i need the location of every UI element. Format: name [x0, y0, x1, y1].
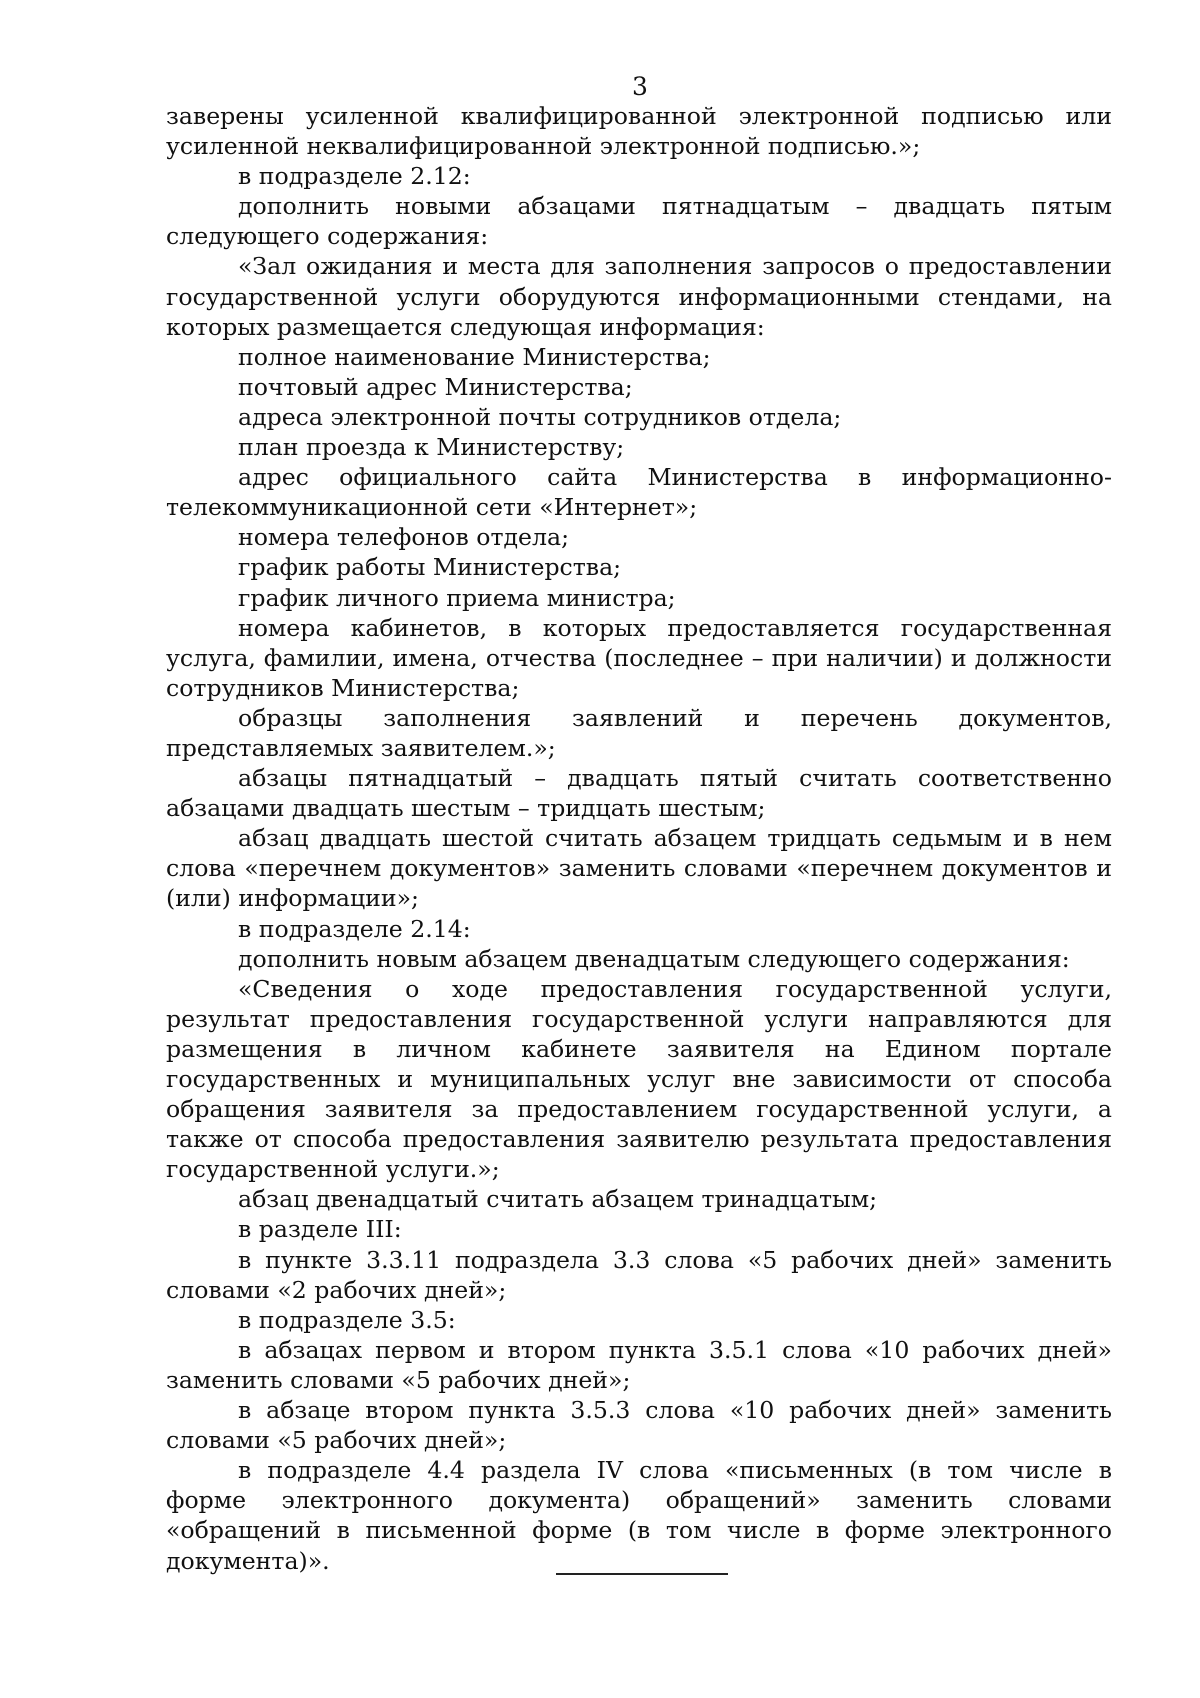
paragraph: «Зал ожидания и места для заполнения запросов о предоставлении государственной услуги оборудуются информационными стендами, на которых размещается следующая информация:: [166, 252, 1112, 341]
list-item: адреса электронной почты сотрудников отдела;: [238, 402, 842, 431]
paragraph: в подразделе 2.14:: [238, 914, 471, 943]
paragraph: абзац двадцать шестой считать абзацем тридцать седьмым и в нем слова «перечнем документов» заменить словами «перечнем документов и (или) информации»;: [166, 824, 1112, 913]
page-number: 3: [632, 72, 648, 101]
paragraph: в подразделе 2.12:: [238, 162, 471, 191]
list-item: номера телефонов отдела;: [238, 523, 570, 552]
paragraph: дополнить новым абзацем двенадцатым следующего содержания:: [238, 944, 1070, 973]
document-body: [166, 101, 1112, 1576]
paragraph: дополнить новыми абзацами пятнадцатым – двадцать пятым следующего содержания:: [166, 192, 1112, 251]
paragraph: в абзацах первом и втором пункта 3.5.1 слова «10 рабочих дней» заменить словами «5 рабочих дней»;: [166, 1335, 1112, 1394]
end-of-document-rule: [556, 1573, 728, 1575]
paragraph: абзацы пятнадцатый – двадцать пятый считать соответственно абзацами двадцать шестым – тридцать шестым;: [166, 764, 1112, 823]
paragraph: в подразделе 4.4 раздела IV слова «письменных (в том числе в форме электронного документа) обращений» заменить словами «обращений в письменной форме (в том числе в форме электронного документа)».: [166, 1456, 1112, 1575]
paragraph: в пункте 3.3.11 подраздела 3.3 слова «5 рабочих дней» заменить словами «2 рабочих дней»;: [166, 1245, 1112, 1304]
paragraph: абзац двенадцатый считать абзацем тринадцатым;: [238, 1185, 878, 1214]
paragraph: в подразделе 3.5:: [238, 1305, 456, 1334]
list-item: план проезда к Министерству;: [238, 433, 625, 462]
list-item: полное наименование Министерства;: [238, 342, 711, 371]
paragraph: «Сведения о ходе предоставления государственной услуги, результат предоставления государственной услуги направляются для размещения в личном кабинете заявителя на Едином портале государственных и муниципальных услуг вне зависимости от способа обращения заявителя за предоставлением государственной услуги, а также от способа предоставления заявителю результата предоставления государственной услуги.»;: [166, 974, 1112, 1184]
paragraph: в абзаце втором пункта 3.5.3 слова «10 рабочих дней» заменить словами «5 рабочих дней»;: [166, 1396, 1112, 1455]
list-item: адрес официального сайта Министерства в информационно-телекоммуникационной сети «Интернет»;: [166, 463, 1112, 522]
list-item: образцы заполнения заявлений и перечень документов, представляемых заявителем.»;: [166, 703, 1112, 762]
list-item: график работы Министерства;: [238, 553, 622, 582]
list-item: номера кабинетов, в которых предоставляется государственная услуга, фамилии, имена, отчества (последнее – при наличии) и должности сотрудников Министерства;: [166, 613, 1112, 702]
paragraph: заверены усиленной квалифицированной электронной подписью или усиленной неквалифицированной электронной подписью.»;: [166, 102, 1112, 161]
paragraph: в разделе III:: [238, 1215, 402, 1244]
list-item: график личного приема министра;: [238, 583, 676, 612]
list-item: почтовый адрес Министерства;: [238, 372, 633, 401]
